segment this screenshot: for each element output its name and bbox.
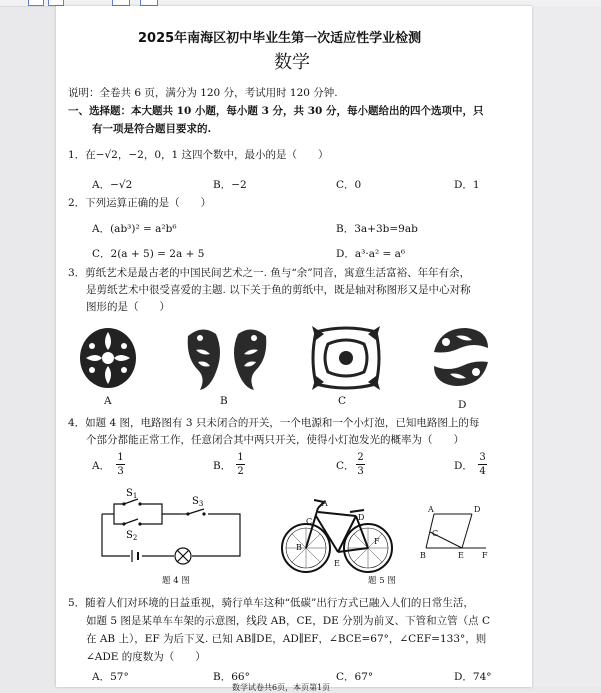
bike-label-a: A (322, 499, 328, 508)
q4-c-num: 2 (357, 452, 364, 463)
q4-option-b-fraction (236, 452, 245, 477)
q1-option-a: A．−√2 (92, 179, 133, 191)
q1-stem-neg: −√2 (95, 149, 118, 161)
q1-option-b: B．−2 (213, 179, 247, 191)
question-3-line3: 图形的是（ ） (86, 301, 170, 313)
q1-stem-pre: 1．在 (68, 149, 96, 161)
q3-label-a: A (104, 395, 112, 407)
q4-c-den: 3 (357, 466, 364, 477)
q1-stem-post: ，−2，0，1 这四个数中，最小的是（ ） (117, 149, 329, 161)
diagram-label-d: D (474, 505, 481, 514)
papercut-d-image (426, 322, 496, 392)
exam-title: 2025年南海区初中毕业生第一次适应性学业检测 (138, 31, 422, 46)
papercut-b-image (182, 322, 272, 394)
section-heading: 一、选择题：本大题共 10 小题，每小题 3 分，共 30 分，每小题给出的四个选项中，只 (68, 105, 484, 117)
question-4-line1: 4．如题 4 图，电路图有 3 只未闭合的开关，一个电源和一个小灯泡，已知电路图上的每 (68, 417, 480, 429)
diagram-label-c: C (432, 529, 439, 538)
question-5-line1: 5．随着人们对环境的日益重视，骑行单车这种“低碳”出行方式已融入人们的日常生活， (68, 597, 474, 609)
question-3-line2: 是剪纸艺术中很受喜爱的主题. 以下关于鱼的剪纸中，既是轴对称图形又是中心对称 (86, 284, 471, 296)
q4-option-a-fraction (116, 452, 125, 477)
q4-option-a-letter: A． (92, 460, 111, 472)
bike-label-d: D (358, 513, 365, 522)
q2-option-d: D．a³·a² = a⁶ (336, 248, 406, 260)
question-2: 2．下列运算正确的是（ ） (68, 197, 212, 209)
figure-5-caption: 题 5 图 (368, 576, 396, 586)
papercut-c-image (308, 322, 384, 394)
q2-option-c: C．2(a + 5) = 2a + 5 (92, 248, 205, 260)
q4-d-den: 4 (479, 466, 486, 477)
subject-title: 数学 (274, 52, 310, 73)
question-3-line1: 3．剪纸艺术是最古老的中国民间艺术之一. 鱼与“余”同音，寓意生活富裕、年年有余， (68, 267, 471, 279)
switch-s3-label: $S_3$ (192, 496, 204, 508)
q1-option-d: D．1 (454, 179, 480, 191)
page-footer: 数学试卷共6页，本页第1页 (232, 683, 331, 692)
question-5-line4: ∠ADE 的度数为（ ） (86, 651, 206, 663)
instructions: 说明：全卷共 6 页，满分为 120 分，考试用时 120 分钟. (68, 87, 338, 99)
q4-a-den: 3 (117, 466, 124, 477)
diagram-label-b: B (420, 551, 426, 560)
q5-option-d: D．74° (454, 671, 492, 683)
q4-a-num: 1 (117, 452, 124, 463)
bike-label-f: F (374, 537, 380, 546)
question-5-line3: 在 AB 上），EF 为后下叉. 已知 AB∥DE，AD∥EF，∠BCE=67°，∠CEF=133°，则 (86, 633, 487, 645)
question-5-line2: 如题 5 图是某单车车架的示意图，线段 AB，CE，DE 分别为前叉、下管和立管（点 C (86, 615, 490, 627)
q2-option-a: A．(ab³)² = a²b⁶ (92, 223, 177, 235)
q5-option-c: C．67° (336, 671, 374, 683)
side-panel (532, 6, 601, 687)
frame-geometry-diagram (420, 502, 496, 568)
diagram-label-f: F (482, 551, 488, 560)
q1-option-c: C．0 (336, 179, 362, 191)
switch-s2-label: $S_2$ (126, 530, 138, 542)
q2-option-b: B．3a+3b=9ab (336, 223, 418, 235)
bike-label-e: E (334, 559, 340, 568)
q4-option-d-fraction (478, 452, 487, 477)
diagram-label-e: E (458, 551, 464, 560)
q4-b-num: 1 (237, 452, 244, 463)
q4-d-num: 3 (479, 452, 486, 463)
papercut-a-image (78, 324, 138, 392)
q5-option-b: B．66° (213, 671, 250, 683)
q3-label-b: B (220, 395, 228, 407)
q4-b-den: 2 (237, 466, 244, 477)
q3-label-d: D (458, 399, 467, 411)
question-1 (68, 148, 329, 162)
q4-option-c-letter: C． (336, 460, 355, 472)
q5-option-a: A．57° (92, 671, 129, 683)
q3-label-c: C (338, 395, 347, 407)
switch-s1-label: $S_1$ (126, 488, 138, 500)
bike-label-c: C (306, 517, 313, 526)
figure-4-caption: 题 4 图 (162, 576, 190, 586)
circuit-diagram (96, 484, 246, 576)
bike-label-b: B (296, 543, 302, 552)
q4-option-b-letter: B． (213, 460, 232, 472)
toolbar-button[interactable] (28, 0, 44, 6)
q4-option-d-letter: D． (454, 460, 473, 472)
q4-option-c-fraction (356, 452, 365, 477)
section-heading-cont: 有一项是符合题目要求的. (92, 123, 212, 135)
question-4-line2: 个部分都能正常工作，任意闭合其中两只开关，使得小灯泡发光的概率为（ ） (86, 434, 464, 446)
diagram-label-a: A (428, 505, 434, 514)
document-page (56, 6, 532, 692)
bicycle-figure (278, 488, 396, 578)
